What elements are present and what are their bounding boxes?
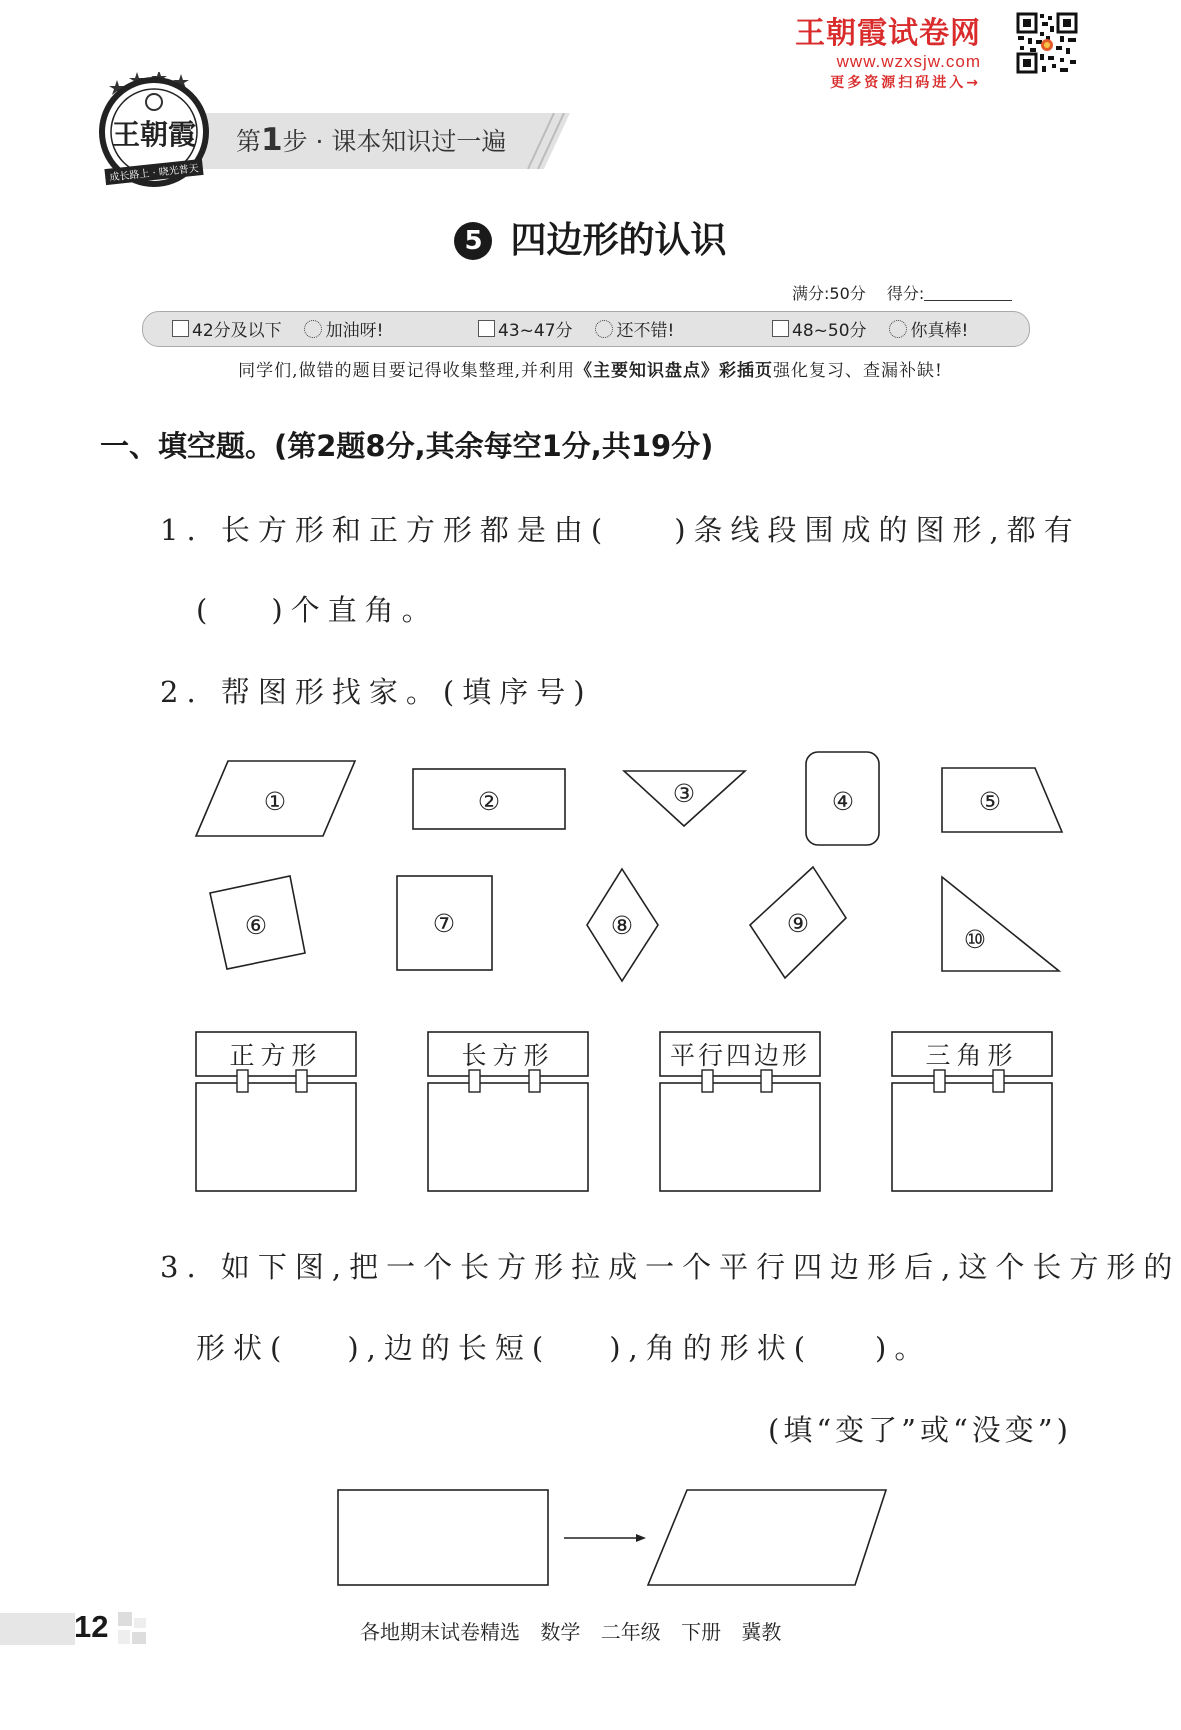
smile-face-icon <box>595 320 613 338</box>
q3-hint: (填“变了”或“没变”) <box>768 1413 1072 1447</box>
rating-checkbox[interactable] <box>478 320 495 337</box>
shape-label-4: ④ <box>831 787 855 816</box>
shape-label-2: ② <box>477 787 501 816</box>
q3-figure <box>320 1480 900 1590</box>
brand-block <box>795 8 981 92</box>
rating-checkbox[interactable] <box>172 320 189 337</box>
shape-label-8: ⑧ <box>610 911 634 940</box>
rating-item-2: 43~47分 还不错! <box>478 316 674 341</box>
step-title: 第1步 · 课本知识过一遍 <box>236 122 507 158</box>
house-label: 三角形 <box>925 1041 1019 1070</box>
shape-10 <box>942 877 1059 971</box>
rectangle-shape <box>338 1490 548 1585</box>
house-label: 正方形 <box>229 1041 323 1070</box>
house-triangle[interactable] <box>892 1032 1052 1191</box>
house-square[interactable] <box>196 1032 356 1191</box>
logo-seal <box>95 72 213 192</box>
full-score: 满分:50分 <box>792 284 866 303</box>
smile-face-icon <box>304 320 322 338</box>
footer-bar <box>0 1613 75 1645</box>
brand-name: 王朝霞试卷网 <box>795 16 981 51</box>
q3-line2: 形状( ),边的长短( ),角的形状( )。 <box>196 1331 932 1365</box>
page-title <box>0 212 1181 263</box>
qr-code-icon[interactable] <box>1016 12 1078 74</box>
q3-line1: 3. 如下图,把一个长方形拉成一个平行四边形后,这个长方形的 <box>160 1250 1181 1284</box>
house-parallelogram[interactable] <box>660 1032 820 1191</box>
shape-label-9: ⑨ <box>786 909 810 938</box>
brand-url[interactable]: www.wzxsjw.com <box>836 52 981 71</box>
rating-item-3: 48~50分 你真棒! <box>772 316 968 341</box>
title-number: 5 <box>454 222 492 260</box>
shape-label-6: ⑥ <box>244 911 268 940</box>
score-label: 得分: <box>886 284 925 303</box>
q1-line1: 1. 长方形和正方形都是由( )条线段围成的图形,都有 <box>160 513 1081 547</box>
shape-label-10: ⑩ <box>963 925 987 954</box>
svg-text:成长路上 · 晓光普天: 成长路上 · 晓光普天 <box>109 163 200 184</box>
house-label: 长方形 <box>461 1041 555 1070</box>
corner-mark-icon <box>118 1612 150 1646</box>
svg-text:王朝霞: 王朝霞 <box>111 118 197 151</box>
shape-label-1: ① <box>263 787 287 816</box>
shapes-figure <box>0 740 1181 1200</box>
parallelogram-shape <box>648 1490 886 1585</box>
footer-text: 各地期末试卷精选 数学 二年级 下册 冀教 <box>360 1620 782 1644</box>
shape-label-5: ⑤ <box>978 787 1002 816</box>
house-rectangle[interactable] <box>428 1032 588 1191</box>
house-label: 平行四边形 <box>669 1041 811 1070</box>
notice-text: 同学们,做错的题目要记得收集整理,并利用《主要知识盘点》彩插页强化复习、查漏补缺! <box>238 361 943 381</box>
smile-face-icon <box>889 320 907 338</box>
score-blank[interactable] <box>924 300 1012 301</box>
title-text: 四边形的认识 <box>510 220 727 261</box>
shape-5 <box>942 768 1062 832</box>
section-heading: 一、填空题。(第2题8分,其余每空1分,共19分) <box>100 429 714 463</box>
q1-line2: ( )个直角。 <box>196 593 439 627</box>
shape-label-7: ⑦ <box>432 909 456 938</box>
page-number: 12 <box>74 1609 109 1644</box>
rating-item-1: 42分及以下 加油呀! <box>172 316 383 341</box>
score-line <box>792 281 1012 304</box>
rating-checkbox[interactable] <box>772 320 789 337</box>
q2-text: 2. 帮图形找家。(填序号) <box>160 675 593 709</box>
brand-tagline: 更多资源扫码进入→ <box>830 75 981 91</box>
shape-label-3: ③ <box>672 779 696 808</box>
